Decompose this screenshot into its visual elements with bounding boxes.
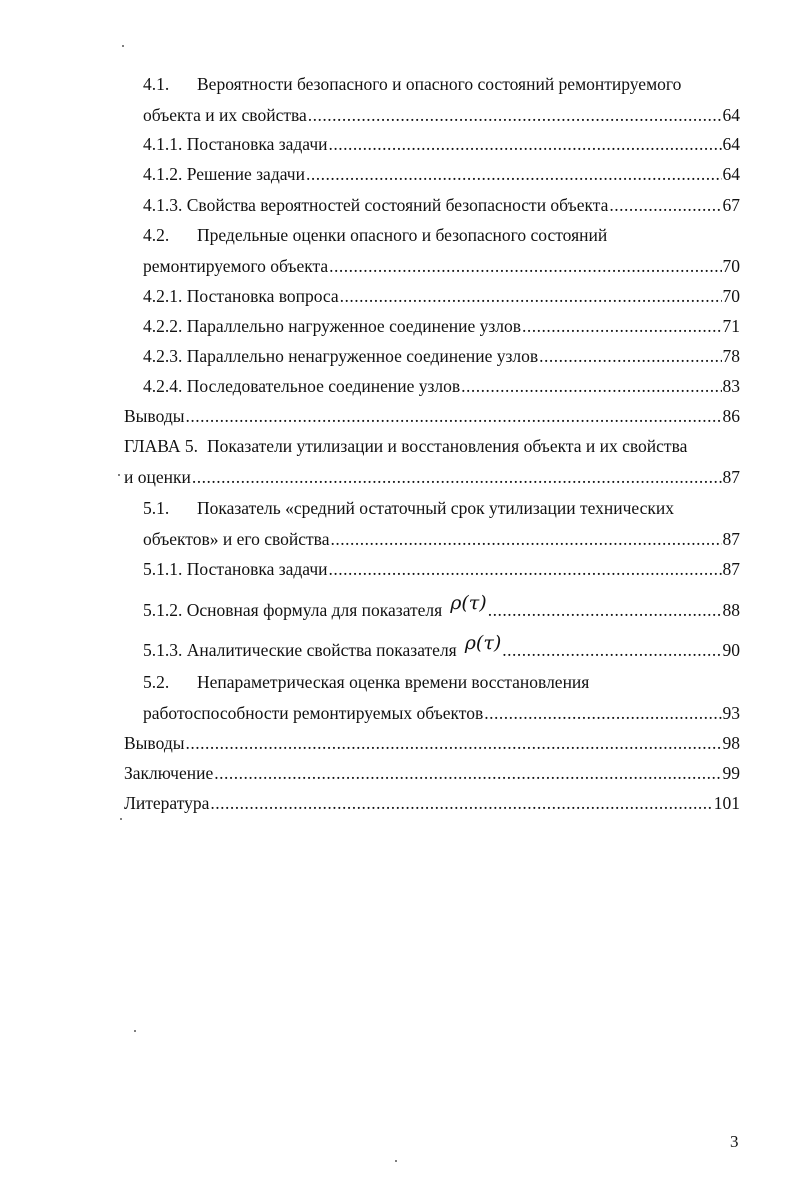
toc-page-number: 70 xyxy=(722,256,740,276)
toc-entry-4-1[interactable] xyxy=(143,102,740,128)
toc-title-continued: и оценки xyxy=(124,467,191,487)
toc-page-number: 83 xyxy=(722,376,740,396)
page-number: 3 xyxy=(730,1132,739,1151)
toc-title: Непараметрическая оценка времени восстановления xyxy=(197,672,590,692)
toc-entry-conclusion[interactable] xyxy=(124,760,740,786)
dot-leader xyxy=(461,373,721,399)
toc-title-continued: объектов» и его свойства xyxy=(143,529,330,549)
scan-speck xyxy=(118,474,120,476)
dot-leader xyxy=(609,192,721,218)
toc-entry-5-1-3[interactable] xyxy=(143,632,740,663)
toc-title: Показатели утилизации и восстановления объекта и их свойства xyxy=(207,436,688,456)
toc-page-number: 87 xyxy=(722,467,740,487)
toc-page-number: 64 xyxy=(722,134,740,154)
toc-entry-5-1[interactable] xyxy=(143,526,740,552)
toc-number: ГЛАВА 5. xyxy=(124,436,199,456)
dot-leader xyxy=(192,464,722,490)
toc-title: 5.1.2. Основная формула для показателя xyxy=(143,600,443,620)
dot-leader xyxy=(185,403,721,429)
toc-page-number: 93 xyxy=(722,703,740,723)
toc-entry-4-2-2[interactable] xyxy=(143,313,740,339)
toc-entry-4-2-4[interactable] xyxy=(143,373,740,399)
toc-page-number: 87 xyxy=(722,559,740,579)
toc-title: Вероятности безопасного и опасного состояний ремонтируемого xyxy=(197,74,682,94)
toc-entry-4-1-heading xyxy=(143,71,681,97)
toc-title: Выводы xyxy=(124,733,185,753)
toc-title: Литература xyxy=(124,793,210,813)
toc-title: 4.1.2. Решение задачи xyxy=(143,164,305,184)
dot-leader xyxy=(539,343,721,369)
toc-entry-4-2-1[interactable] xyxy=(143,283,740,309)
dot-leader xyxy=(522,313,721,339)
toc-title: 4.2.1. Постановка вопроса xyxy=(143,286,339,306)
toc-page-number: 86 xyxy=(722,406,740,426)
toc-page-number: 101 xyxy=(713,793,740,813)
toc-title: 4.2.4. Последовательное соединение узлов xyxy=(143,376,461,396)
toc-page-number: 87 xyxy=(722,529,740,549)
toc-title-continued: ремонтируемого объекта xyxy=(143,256,329,276)
dot-leader xyxy=(306,161,722,187)
scan-speck xyxy=(120,818,122,820)
toc-page-number: 78 xyxy=(722,346,740,366)
toc-title-continued: работоспособности ремонтируемых объектов xyxy=(143,703,484,723)
toc-title: 4.1.1. Постановка задачи xyxy=(143,134,328,154)
toc-page-number: 67 xyxy=(722,195,740,215)
toc-page-number: 70 xyxy=(722,286,740,306)
dot-leader xyxy=(330,526,721,552)
dot-leader xyxy=(329,253,721,279)
dot-leader xyxy=(329,131,722,157)
toc-page-number: 88 xyxy=(722,600,740,620)
toc-entry-chapter-5[interactable] xyxy=(124,464,740,490)
toc-entry-references[interactable] xyxy=(124,790,740,816)
toc-entry-5-1-heading xyxy=(143,495,674,521)
toc-entry-conclusions-ch4[interactable] xyxy=(124,403,740,429)
toc-title: 4.2.2. Параллельно нагруженное соединение узлов xyxy=(143,316,522,336)
dot-leader xyxy=(340,283,722,309)
rho-tau-formula: ρ(τ) xyxy=(464,632,502,654)
toc-page-number: 90 xyxy=(722,640,740,660)
toc-page-number: 64 xyxy=(722,105,740,125)
scan-speck xyxy=(134,1030,136,1032)
toc-number: 5.1. xyxy=(143,498,170,518)
toc-title: Предельные оценки опасного и безопасного состояний xyxy=(197,225,608,245)
dot-leader xyxy=(488,597,722,623)
toc-title: 5.1.3. Аналитические свойства показателя xyxy=(143,640,457,660)
toc-entry-chapter-5-heading xyxy=(124,433,687,459)
toc-page-number: 71 xyxy=(722,316,740,336)
dot-leader xyxy=(484,700,721,726)
toc-title: Выводы xyxy=(124,406,185,426)
toc-entry-4-2[interactable] xyxy=(143,253,740,279)
dot-leader xyxy=(214,760,721,786)
toc-title: 4.1.3. Свойства вероятностей состояний безопасности объекта xyxy=(143,195,609,215)
dot-leader xyxy=(329,556,722,582)
toc-title: Заключение xyxy=(124,763,214,783)
rho-tau-formula: ρ(τ) xyxy=(450,592,487,614)
toc-number: 4.2. xyxy=(143,225,170,245)
toc-entry-4-1-3[interactable] xyxy=(143,192,740,218)
toc-entry-conclusions-ch5[interactable] xyxy=(124,730,740,756)
toc-title: Показатель «средний остаточный срок утилизации технических xyxy=(197,498,675,518)
toc-entry-5-2-heading xyxy=(143,669,589,695)
toc-title: 4.2.3. Параллельно ненагруженное соединение узлов xyxy=(143,346,539,366)
toc-number: 4.1. xyxy=(143,74,170,94)
scan-speck xyxy=(395,1160,397,1162)
toc-entry-4-2-heading xyxy=(143,222,607,248)
toc-title: 5.1.1. Постановка задачи xyxy=(143,559,328,579)
toc-entry-5-1-1[interactable] xyxy=(143,556,740,582)
dot-leader xyxy=(185,730,721,756)
dot-leader xyxy=(502,637,721,663)
toc-number: 5.2. xyxy=(143,672,170,692)
toc-entry-5-2[interactable] xyxy=(143,700,740,726)
dot-leader xyxy=(210,790,712,816)
toc-title-continued: объекта и их свойства xyxy=(143,105,307,125)
toc-page-number: 99 xyxy=(722,763,740,783)
toc-entry-4-1-2[interactable] xyxy=(143,161,740,187)
toc-entry-4-2-3[interactable] xyxy=(143,343,740,369)
toc-entry-5-1-2[interactable] xyxy=(143,592,740,623)
toc-page-number: 98 xyxy=(722,733,740,753)
toc-page-number: 64 xyxy=(722,164,740,184)
scan-speck xyxy=(122,45,124,47)
toc-entry-4-1-1[interactable] xyxy=(143,131,740,157)
dot-leader xyxy=(308,102,722,128)
